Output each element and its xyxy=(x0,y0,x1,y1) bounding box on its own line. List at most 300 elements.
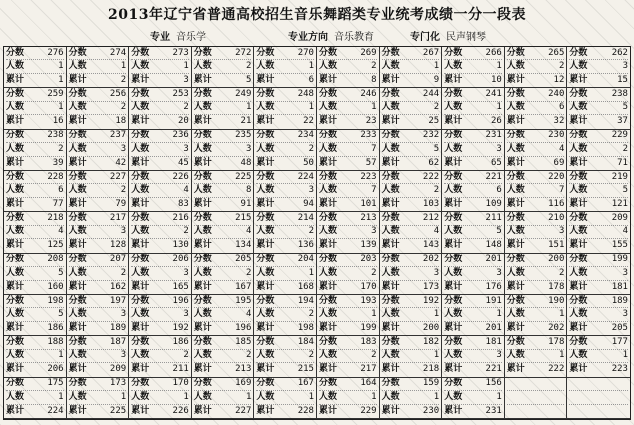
cumulative-value: 109 xyxy=(485,199,502,210)
score-label: 分数 xyxy=(131,130,150,141)
count-value: 1 xyxy=(308,391,314,402)
score-cell-cumulative-row xyxy=(444,74,502,87)
score-cell-count-row xyxy=(194,143,252,156)
score-cell-cumulative-row xyxy=(69,239,127,252)
count-value: 5 xyxy=(622,102,628,113)
score-cell-score-row xyxy=(131,171,189,184)
score-cell-cumulative-row xyxy=(256,405,314,418)
score-cell-count-row xyxy=(444,350,502,363)
score-cell xyxy=(317,378,380,419)
cumulative-value: 48 xyxy=(240,157,252,168)
cumulative-value: 181 xyxy=(611,281,628,292)
cumulative-label: 累计 xyxy=(318,199,337,210)
score-cell-count-row xyxy=(444,143,502,156)
score-label: 分数 xyxy=(131,254,150,265)
score-cell-count-row xyxy=(69,184,127,197)
score-cell xyxy=(442,171,505,212)
count-label: 人数 xyxy=(256,309,275,320)
score-cell-score-row xyxy=(507,130,565,143)
cumulative-value: 65 xyxy=(490,157,502,168)
cumulative-value: 230 xyxy=(422,405,440,416)
cumulative-label: 累计 xyxy=(506,281,525,292)
cumulative-value: 198 xyxy=(297,323,314,334)
count-label: 人数 xyxy=(381,143,400,154)
count-label: 人数 xyxy=(193,350,212,361)
count-label: 人数 xyxy=(318,309,337,320)
count-value: 1 xyxy=(433,350,440,361)
score-cell-cumulative-row xyxy=(194,198,252,211)
count-value: 2 xyxy=(308,226,314,237)
count-label: 人数 xyxy=(193,61,212,72)
count-label: 人数 xyxy=(506,143,525,154)
cumulative-value: 162 xyxy=(109,281,127,292)
score-value: 237 xyxy=(109,130,127,141)
count-value: 4 xyxy=(183,185,189,196)
count-label: 人数 xyxy=(68,61,87,72)
score-label: 分数 xyxy=(68,171,87,182)
cumulative-value: 15 xyxy=(617,75,628,86)
score-cell-score-row xyxy=(256,336,314,349)
count-value: 2 xyxy=(120,102,127,113)
score-cell-cumulative-row xyxy=(256,322,314,335)
cumulative-value: 94 xyxy=(303,199,314,210)
cumulative-value: 221 xyxy=(485,364,502,375)
score-cell-cumulative-row xyxy=(131,157,189,170)
score-cell-count-row xyxy=(131,102,189,115)
count-value: 3 xyxy=(183,143,189,154)
score-cell-cumulative-row xyxy=(507,74,565,87)
score-cell-score-row xyxy=(194,336,252,349)
count-value: 7 xyxy=(558,185,565,196)
score-label: 分数 xyxy=(131,47,150,58)
score-cell xyxy=(505,47,568,88)
count-value: 2 xyxy=(371,61,377,72)
score-cell-score-row xyxy=(444,378,502,391)
score-cell xyxy=(380,130,443,171)
score-cell-score-row xyxy=(569,336,628,349)
score-value: 214 xyxy=(297,213,314,224)
cumulative-label: 累计 xyxy=(6,116,25,127)
score-cell-count-row xyxy=(569,226,628,239)
score-value: 198 xyxy=(47,295,64,306)
score-cell xyxy=(192,88,255,129)
score-cell xyxy=(67,336,130,377)
score-cell-score-row xyxy=(507,254,565,267)
count-label: 人数 xyxy=(6,61,25,72)
score-label: 分数 xyxy=(131,171,150,182)
count-value: 1 xyxy=(308,267,314,278)
score-value: 195 xyxy=(235,295,252,306)
score-value: 208 xyxy=(47,254,64,265)
score-cell-score-row xyxy=(131,254,189,267)
score-cell-count-row xyxy=(194,267,252,280)
score-cell xyxy=(567,295,630,336)
cumulative-label: 累计 xyxy=(193,405,212,416)
score-cell xyxy=(4,336,67,377)
score-label: 分数 xyxy=(381,337,400,348)
score-label: 分数 xyxy=(131,337,150,348)
cumulative-value: 211 xyxy=(172,364,189,375)
cumulative-value: 23 xyxy=(365,116,377,127)
score-cell xyxy=(380,254,443,295)
score-value: 238 xyxy=(611,89,628,100)
score-label: 分数 xyxy=(381,254,400,265)
cumulative-value: 151 xyxy=(548,240,565,251)
cumulative-label: 累计 xyxy=(131,116,150,127)
score-cell-score-row xyxy=(319,336,377,349)
score-cell xyxy=(567,336,630,377)
score-value: 248 xyxy=(297,89,314,100)
score-cell xyxy=(317,47,380,88)
score-cell-score-row xyxy=(507,88,565,101)
score-cell-score-row xyxy=(507,47,565,60)
count-value: 3 xyxy=(433,267,440,278)
count-label: 人数 xyxy=(193,143,212,154)
cumulative-value: 116 xyxy=(548,199,565,210)
score-cell-score-row xyxy=(256,88,314,101)
cumulative-label: 累计 xyxy=(444,364,463,375)
score-cell-score-row xyxy=(319,130,377,143)
count-value: 3 xyxy=(120,350,127,361)
score-cell xyxy=(505,212,568,253)
count-value: 1 xyxy=(496,309,502,320)
score-cell-score-row xyxy=(194,378,252,391)
score-cell xyxy=(505,88,568,129)
cumulative-label: 累计 xyxy=(381,240,400,251)
score-value: 196 xyxy=(172,295,189,306)
score-label: 分数 xyxy=(569,47,588,58)
score-cell-score-row xyxy=(569,88,628,101)
cumulative-label: 累计 xyxy=(193,116,212,127)
count-value: 1 xyxy=(58,350,64,361)
score-value: 156 xyxy=(485,378,502,389)
score-cell xyxy=(129,336,192,377)
count-value: 5 xyxy=(433,143,440,154)
cumulative-value: 103 xyxy=(422,199,440,210)
score-cell-cumulative-row xyxy=(256,157,314,170)
score-cell xyxy=(254,336,317,377)
score-value: 227 xyxy=(109,171,127,182)
score-cell xyxy=(254,212,317,253)
score-cell xyxy=(505,295,568,336)
score-cell-cumulative-row xyxy=(6,405,64,418)
score-cell xyxy=(129,88,192,129)
score-cell-cumulative-row xyxy=(319,405,377,418)
score-cell-count-row xyxy=(569,60,628,73)
score-cell-cumulative-row xyxy=(69,198,127,211)
score-cell-count-row xyxy=(569,308,628,321)
count-label: 人数 xyxy=(444,391,463,402)
score-label: 分数 xyxy=(506,295,525,306)
count-label: 人数 xyxy=(193,309,212,320)
score-value: 159 xyxy=(422,378,440,389)
count-label: 人数 xyxy=(68,267,87,278)
meta-specialization xyxy=(410,28,486,43)
score-cell-count-row xyxy=(319,102,377,115)
score-distribution-table xyxy=(3,46,631,420)
cumulative-value: 167 xyxy=(235,281,252,292)
score-label: 分数 xyxy=(569,295,588,306)
count-value: 1 xyxy=(496,102,502,113)
score-label: 分数 xyxy=(381,378,400,389)
cumulative-label: 累计 xyxy=(68,199,87,210)
score-value: 175 xyxy=(47,378,64,389)
score-cell-score-row xyxy=(319,47,377,60)
score-cell-score-row xyxy=(382,336,440,349)
score-cell-cumulative-row xyxy=(131,239,189,252)
cumulative-value: 223 xyxy=(611,364,628,375)
score-cell-score-row xyxy=(131,88,189,101)
score-label: 分数 xyxy=(381,213,400,224)
count-value: 3 xyxy=(622,61,628,72)
score-value: 269 xyxy=(360,47,377,58)
score-cell-count-row xyxy=(131,226,189,239)
count-value: 7 xyxy=(371,185,377,196)
score-value: 231 xyxy=(485,130,502,141)
score-value: 209 xyxy=(611,213,628,224)
score-value: 177 xyxy=(611,337,628,348)
score-cell-cumulative-row xyxy=(507,322,565,335)
score-cell-cumulative-row xyxy=(382,405,440,418)
score-cell-count-row xyxy=(256,308,314,321)
score-cell xyxy=(67,130,130,171)
cumulative-value: 229 xyxy=(360,405,377,416)
count-label: 人数 xyxy=(444,185,463,196)
score-cell-cumulative-row xyxy=(6,363,64,376)
score-cell-score-row xyxy=(69,171,127,184)
score-cell-count-row xyxy=(444,267,502,280)
score-cell xyxy=(129,378,192,419)
score-label: 分数 xyxy=(68,130,87,141)
count-value: 1 xyxy=(371,309,377,320)
cumulative-value: 69 xyxy=(553,157,565,168)
cumulative-label: 累计 xyxy=(381,405,400,416)
score-value: 211 xyxy=(485,213,502,224)
cumulative-label: 累计 xyxy=(193,364,212,375)
cumulative-label: 累计 xyxy=(506,157,525,168)
score-cell-score-row xyxy=(256,378,314,391)
count-label: 人数 xyxy=(318,61,337,72)
score-cell-count-row xyxy=(131,391,189,404)
score-cell-cumulative-row xyxy=(131,363,189,376)
cumulative-label: 累计 xyxy=(506,323,525,334)
cumulative-label: 累计 xyxy=(6,157,25,168)
cumulative-value: 217 xyxy=(360,364,377,375)
score-cell xyxy=(380,378,443,419)
score-value: 265 xyxy=(548,47,565,58)
cumulative-label: 累计 xyxy=(68,116,87,127)
score-label: 分数 xyxy=(569,213,588,224)
score-cell-count-row xyxy=(382,102,440,115)
score-cell-score-row xyxy=(382,47,440,60)
score-label: 分数 xyxy=(193,213,212,224)
count-label: 人数 xyxy=(569,267,588,278)
count-value: 1 xyxy=(496,391,502,402)
score-label: 分数 xyxy=(6,213,25,224)
count-value: 1 xyxy=(558,309,565,320)
score-value: 199 xyxy=(611,254,628,265)
score-value: 212 xyxy=(422,213,440,224)
score-cell-score-row xyxy=(444,295,502,308)
score-cell-cumulative-row xyxy=(194,157,252,170)
score-cell xyxy=(254,254,317,295)
cumulative-label: 累计 xyxy=(131,323,150,334)
score-cell-score-row xyxy=(6,47,64,60)
score-cell-count-row xyxy=(6,350,64,363)
score-cell-score-row xyxy=(507,295,565,308)
score-cell xyxy=(567,47,630,88)
score-value: 183 xyxy=(360,337,377,348)
cumulative-label: 累计 xyxy=(569,281,588,292)
cumulative-label: 累计 xyxy=(381,157,400,168)
score-value: 202 xyxy=(422,254,440,265)
count-label: 人数 xyxy=(68,226,87,237)
score-cell-count-row xyxy=(319,143,377,156)
score-value: 221 xyxy=(485,171,502,182)
score-cell xyxy=(254,378,317,419)
score-cell xyxy=(192,378,255,419)
cumulative-label: 累计 xyxy=(506,116,525,127)
score-cell-cumulative-row xyxy=(382,239,440,252)
count-value: 2 xyxy=(371,350,377,361)
cumulative-label: 累计 xyxy=(131,75,150,86)
score-cell-cumulative-row xyxy=(6,74,64,87)
score-cell xyxy=(4,171,67,212)
score-label: 分数 xyxy=(131,213,150,224)
cumulative-label: 累计 xyxy=(444,323,463,334)
cumulative-label: 累计 xyxy=(318,281,337,292)
score-cell-count-row xyxy=(194,308,252,321)
score-value: 267 xyxy=(422,47,440,58)
cumulative-value: 16 xyxy=(52,116,64,127)
score-cell-count-row xyxy=(444,184,502,197)
cumulative-value: 176 xyxy=(485,281,502,292)
cumulative-value: 224 xyxy=(47,405,64,416)
score-cell-cumulative-row xyxy=(444,239,502,252)
cumulative-label: 累计 xyxy=(381,281,400,292)
cumulative-value: 71 xyxy=(617,157,628,168)
score-label: 分数 xyxy=(506,213,525,224)
score-value: 226 xyxy=(172,171,189,182)
count-label: 人数 xyxy=(381,185,400,196)
score-cell-cumulative-row xyxy=(569,405,628,418)
cumulative-label: 累计 xyxy=(318,364,337,375)
score-cell-cumulative-row xyxy=(256,115,314,128)
score-cell-cumulative-row xyxy=(194,363,252,376)
count-value: 7 xyxy=(371,143,377,154)
score-cell-cumulative-row xyxy=(319,363,377,376)
cumulative-value: 25 xyxy=(428,116,440,127)
score-cell xyxy=(67,378,130,419)
cumulative-label: 累计 xyxy=(569,157,588,168)
score-cell-count-row xyxy=(69,308,127,321)
score-cell xyxy=(317,130,380,171)
count-label: 人数 xyxy=(256,226,275,237)
count-label: 人数 xyxy=(444,267,463,278)
score-cell-cumulative-row xyxy=(131,74,189,87)
cumulative-value: 121 xyxy=(611,199,628,210)
cumulative-value: 206 xyxy=(47,364,64,375)
score-cell-count-row xyxy=(6,143,64,156)
score-cell xyxy=(192,254,255,295)
score-value: 236 xyxy=(172,130,189,141)
score-cell-score-row xyxy=(444,254,502,267)
score-label: 分数 xyxy=(381,89,400,100)
count-value: 1 xyxy=(496,61,502,72)
score-cell xyxy=(192,130,255,171)
count-value: 1 xyxy=(245,391,252,402)
score-value: 164 xyxy=(360,378,377,389)
score-cell-count-row xyxy=(6,267,64,280)
cumulative-label: 累计 xyxy=(506,364,525,375)
cumulative-label: 累计 xyxy=(193,281,212,292)
cumulative-label: 累计 xyxy=(318,323,337,334)
score-value: 219 xyxy=(611,171,628,182)
count-value: 2 xyxy=(120,185,127,196)
score-cell xyxy=(442,254,505,295)
score-cell-count-row xyxy=(382,308,440,321)
count-label: 人数 xyxy=(193,391,212,402)
score-cell-count-row xyxy=(382,350,440,363)
score-cell-score-row xyxy=(6,88,64,101)
score-label: 分数 xyxy=(256,89,275,100)
score-value: 246 xyxy=(360,89,377,100)
count-label: 人数 xyxy=(256,350,275,361)
count-value: 3 xyxy=(308,185,314,196)
cumulative-value: 231 xyxy=(485,405,502,416)
cumulative-value: 6 xyxy=(308,75,314,86)
count-value: 3 xyxy=(496,350,502,361)
score-value: 223 xyxy=(360,171,377,182)
count-label: 人数 xyxy=(68,185,87,196)
score-cell xyxy=(67,295,130,336)
count-value: 2 xyxy=(245,61,252,72)
score-cell-count-row xyxy=(382,391,440,404)
score-cell-count-row xyxy=(507,184,565,197)
score-value: 205 xyxy=(235,254,252,265)
score-cell xyxy=(254,88,317,129)
cumulative-value: 9 xyxy=(433,75,440,86)
cumulative-label: 累计 xyxy=(131,199,150,210)
score-cell-score-row xyxy=(569,47,628,60)
score-cell-cumulative-row xyxy=(569,115,628,128)
score-value: 201 xyxy=(485,254,502,265)
count-value: 5 xyxy=(58,267,64,278)
score-cell-count-row xyxy=(6,184,64,197)
score-cell-cumulative-row xyxy=(6,322,64,335)
score-cell-score-row xyxy=(444,212,502,225)
count-label: 人数 xyxy=(569,102,588,113)
score-cell-count-row xyxy=(444,102,502,115)
score-label: 分数 xyxy=(68,295,87,306)
count-label: 人数 xyxy=(68,391,87,402)
score-label: 分数 xyxy=(6,89,25,100)
count-label: 人数 xyxy=(6,309,25,320)
score-cell-cumulative-row xyxy=(507,363,565,376)
meta-direction xyxy=(288,28,374,43)
count-value: 6 xyxy=(558,102,565,113)
cumulative-value: 134 xyxy=(235,240,252,251)
count-value: 2 xyxy=(622,143,628,154)
cumulative-value: 218 xyxy=(422,364,440,375)
score-cell xyxy=(317,336,380,377)
cumulative-label: 累计 xyxy=(318,240,337,251)
count-label: 人数 xyxy=(381,102,400,113)
count-label: 人数 xyxy=(256,102,275,113)
score-cell-count-row xyxy=(507,102,565,115)
cumulative-label: 累计 xyxy=(318,157,337,168)
score-cell-score-row xyxy=(6,212,64,225)
